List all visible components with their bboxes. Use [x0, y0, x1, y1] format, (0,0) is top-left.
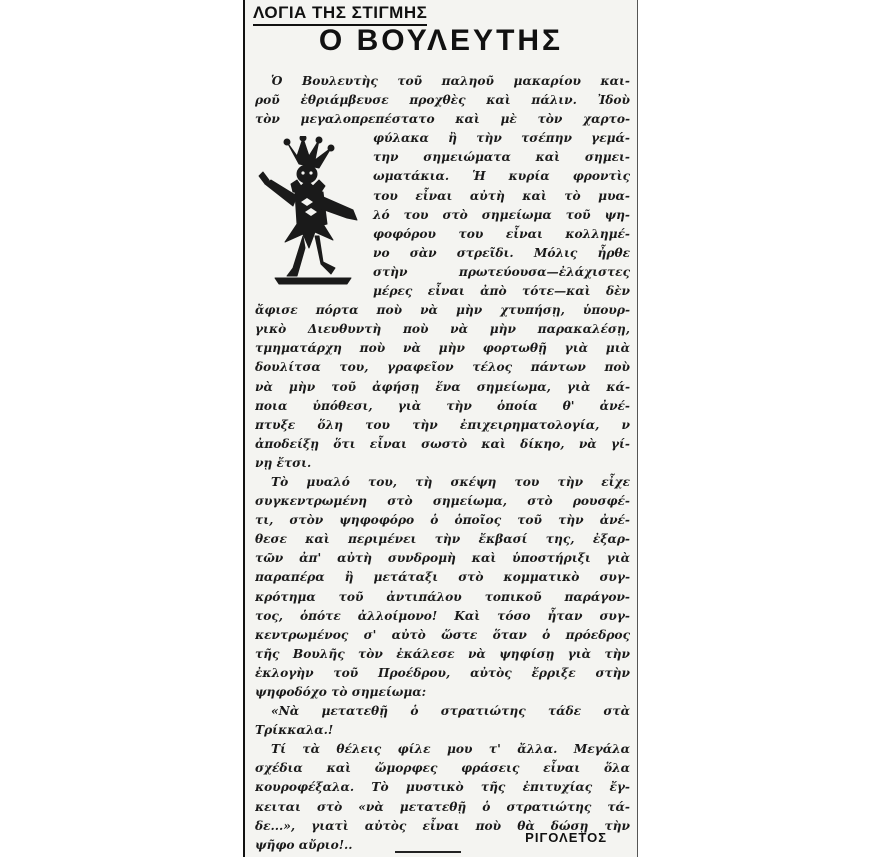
text-line: του εἶναι αὐτὴ καὶ τὸ μυα- — [373, 188, 630, 203]
text-line: τῶν ἀπ' αὐτὴ συνδρομὴ καὶ ὑποστήριξι γιὰ — [255, 551, 630, 566]
text-line: ροῦ ἐθριάμβευσε προχθὲς καὶ πάλιν. Ἰδοὺ — [255, 93, 630, 108]
text-line: ἄφισε πόρτα ποὺ νὰ μὴν χτυπήσῃ, ὑπουρ- — [255, 303, 630, 318]
text-line: «Νὰ μετατεθῇ ὁ στρατιώτης τάδε στὰ — [271, 704, 630, 719]
text-line: τῆς Βουλῆς τὸν ἐκάλεσε νὰ ψηφίσῃ γιὰ τὴν — [255, 646, 630, 661]
text-line: παραπέρα ἢ μετάταξι στὸ κομματικὸ συγ- — [255, 570, 630, 585]
text-line: κουροφέξαλα. Τὸ μυστικὸ τῆς ἐπιτυχίας ἔγ- — [255, 780, 630, 795]
text-line: πτυξε ὅλη του τὴν ἐπιχειρηματολογία, ν — [255, 417, 630, 432]
end-rule — [395, 851, 461, 853]
text-line: κρότημα τοῦ ἀντιπάλου τοπικοῦ παράγον- — [255, 589, 630, 604]
text-line: νῃ ἔτσι. — [255, 455, 312, 470]
text-line: θεσε καὶ περιμένει τὴν ἔκβασί της, ἐξαρ- — [255, 532, 630, 547]
newspaper-column — [243, 0, 638, 857]
text-line: λό του στὸ σημείωμα τοῦ ψη- — [373, 207, 630, 222]
text-line: Τὸ μυαλό του, τὴ σκέψη του τὴν εἶχε — [271, 474, 630, 489]
text-line: ωματάκια. Ἡ κυρία φροντὶς — [373, 169, 630, 184]
text-line: φοφόρου του εἶναι κολλημέ- — [373, 226, 630, 241]
text-line: ψηφοδόχο τὸ σημείωμα: — [255, 685, 427, 699]
column-kicker: ΛΟΓΙΑ ΤΗΣ ΣΤΙΓΜΗΣ — [253, 3, 427, 26]
text-line: σχέδια καὶ ὤμορφες φράσεις εἶναι ὅλα — [255, 761, 630, 776]
article-headline: Ο ΒΟΥΛΕΥΤΗΣ — [318, 24, 564, 57]
text-line: δε...», γιατὶ αὐτὸς εἶναι ποὺ θὰ δώσῃ τὴν — [255, 818, 630, 833]
text-line: ἀποδείξῃ ὅτι εἶναι σωστὸ καὶ δίκηο, νὰ γί- — [255, 436, 630, 451]
article-body — [255, 72, 630, 855]
author-signature: ΡΙΓΟΛΕΤΟΣ — [525, 830, 607, 845]
text-line: ἐκλογὴν τοῦ Προέδρου, αὐτὸς ἔρριξε στὴν — [255, 665, 630, 680]
text-line: ψῆφο αὔριο!.. — [255, 837, 353, 852]
text-line: κεντρωμένος σ' αὐτὸ ὥστε ὅταν ὁ πρόεδρος — [255, 627, 630, 642]
text-line: τὸν μεγαλοπρεπέστατο καὶ μὲ τὸν χαρτο- — [255, 112, 630, 127]
text-line: μέρες εἶναι ἀπὸ τότε—καὶ δὲν — [373, 284, 630, 299]
text-line: τος, ὁπότε ἀλλοίμονο! Καὶ τόσο ἦταν συγ- — [255, 608, 630, 623]
text-line: δουλίτσα του, γραφεῖον τέλος πάντων ποὺ — [255, 360, 630, 375]
text-line: την σημειώματα καὶ σημει- — [373, 150, 630, 165]
text-line: τμηματάρχη ποὺ νὰ μὴν φορτωθῇ γιὰ μιὰ — [255, 341, 630, 356]
text-line: συγκεντρωμένη στὸ σημείωμα, στὸ ρουσφέ- — [255, 494, 630, 509]
text-line: τι, στὸν ψηφοφόρο ὁ ὁποῖος τοῦ τὴν ἀνέ- — [255, 513, 630, 528]
text-line: Τί τὰ θέλεις φίλε μου τ' ἄλλα. Μεγάλα — [271, 742, 630, 757]
text-line: στὴν πρωτεύουσα—ἐλάχιστες — [373, 264, 630, 279]
text-line: νὰ μὴν τοῦ ἀφήσῃ ἕνα σημείωμα, γιὰ κά- — [255, 379, 630, 394]
text-line: γικὸ Διευθυντὴ ποὺ νὰ μὴν παρακαλέσῃ, — [255, 322, 630, 337]
text-line: ποια ὑπόθεσι, γιὰ τὴν ὁποία θ' ἀνέ- — [255, 398, 630, 413]
text-line: φύλακα ἢ τὴν τσέπην γεμά- — [373, 131, 630, 146]
text-line: Τρίκκαλα.! — [255, 723, 334, 738]
text-line: νο σὰν στρεῖδι. Μόλις ἦρθε — [373, 245, 630, 260]
text-line: κειται στὸ «νὰ μετατεθῇ ὁ στρατιώτης τά- — [255, 799, 630, 814]
text-line: Ὁ Βουλευτὴς τοῦ παληοῦ μακαρίου και- — [271, 74, 630, 88]
